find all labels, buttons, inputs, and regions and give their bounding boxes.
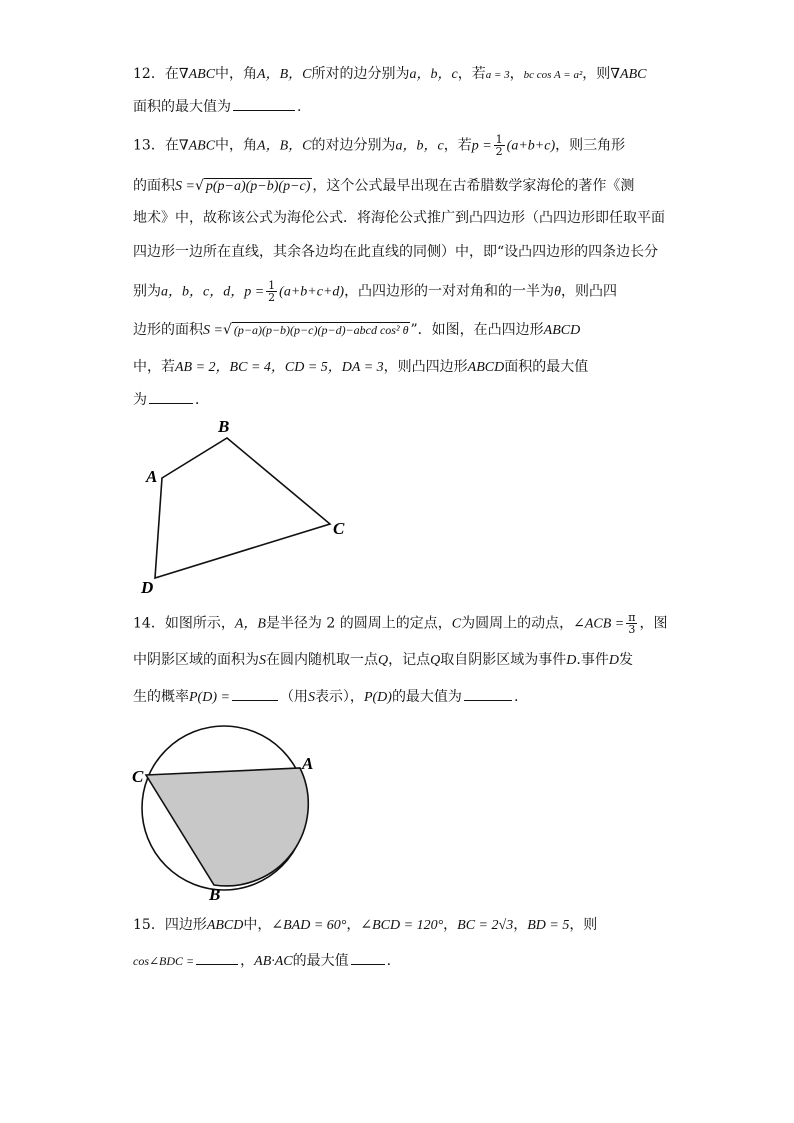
q13-text: 面积的最大值 — [504, 359, 589, 375]
q13-formula: (a+b+c) — [506, 138, 556, 154]
q13-formula: S = — [203, 323, 223, 338]
q14-text: 表示）， — [314, 689, 364, 705]
answer-blank[interactable] — [464, 686, 512, 701]
q13-formula: p = — [244, 284, 265, 300]
q12-vars: a，b，c — [409, 67, 458, 82]
fraction-denominator: 2 — [495, 145, 503, 158]
q13-quad: ABCD — [543, 323, 581, 338]
q13-triangle: ∇ABC — [178, 138, 216, 154]
q13-text: ”．如图，在凸四边形 — [410, 322, 544, 338]
q14-line-3 — [133, 686, 518, 708]
q13-quad: ABCD — [467, 360, 505, 375]
q13-vars: a，b，c，d， — [161, 284, 245, 300]
q13-text: 四边形一边所在直线，其余各边均在此直线的同侧）中，即“设凸四边形的四条边长分 — [133, 244, 659, 260]
q14-text: 的最大值为 — [391, 689, 462, 705]
q13-line-4 — [133, 242, 658, 262]
q14-text: 是半径为 2 的圆周上的定点， — [265, 615, 452, 632]
q13-formula: p = — [471, 138, 492, 154]
vertex-label-a: A — [302, 754, 314, 773]
q13-line-2 — [133, 176, 634, 197]
q14-text: .事件 — [576, 652, 609, 668]
sqrt-sign: √ — [194, 178, 204, 194]
q12-text: 12．在 — [133, 66, 179, 82]
q15-text: ， — [513, 917, 528, 933]
quadrilateral-figure — [130, 410, 370, 610]
q13-line-7 — [133, 357, 588, 378]
q14-line-1 — [133, 612, 667, 635]
q13-text: 的面积 — [133, 178, 175, 194]
circle-figure — [128, 722, 328, 907]
q15-condition: BD = 5 — [527, 918, 570, 933]
answer-blank[interactable] — [149, 389, 193, 404]
q15-text: . — [386, 953, 392, 969]
q13-formula: S = — [175, 179, 195, 194]
q12-text: 中，角 — [215, 66, 258, 82]
q14-vars: S — [307, 690, 315, 705]
sqrt-sign: √ — [222, 322, 232, 338]
q13-text: 别为 — [133, 283, 161, 300]
q15-formula: cos∠BDC = — [133, 954, 195, 968]
q13-text: 中，若 — [133, 359, 175, 375]
q12-text: ， — [509, 66, 524, 82]
q14-formula: P(D) = — [189, 690, 230, 705]
vertex-label-b: B — [209, 885, 221, 904]
q13-vars: A，B，C — [257, 138, 312, 154]
answer-blank[interactable] — [196, 950, 238, 965]
fraction-numerator: π — [628, 611, 636, 624]
answer-blank[interactable] — [233, 96, 295, 111]
q15-text: ， — [240, 953, 255, 969]
q15-condition: ∠BAD = 60° — [271, 918, 347, 933]
vertex-label-c: C — [132, 767, 144, 786]
fraction-numerator: 1 — [495, 133, 503, 146]
q14-text: 生的概率 — [133, 689, 189, 705]
q12-text: ，则 — [582, 66, 611, 82]
q12-text: 所对的边分别为 — [311, 66, 410, 82]
answer-blank[interactable] — [232, 686, 278, 701]
q14-text: 取自阴影区域为事件 — [440, 652, 567, 668]
vertex-label-b: B — [218, 417, 230, 436]
fraction-denominator: 2 — [268, 291, 276, 304]
q14-angle: ∠ACB = — [573, 616, 625, 632]
q13-formula: (a+b+c+d) — [279, 284, 345, 300]
q13-text: 中，角 — [215, 137, 258, 154]
q13-line-3 — [133, 208, 665, 228]
fraction-denominator: 3 — [628, 623, 636, 636]
q14-formula: P(D) — [363, 690, 392, 705]
q14-vars: S — [259, 653, 266, 668]
q12-text: ，若 — [457, 66, 486, 82]
q12-condition: bc cos A = a² — [523, 69, 583, 81]
q14-text: 发 — [618, 652, 633, 668]
q14-vars: D — [608, 653, 619, 668]
q13-text: ，凸四边形的一对对角和的一半为 — [344, 283, 555, 300]
q15-vector-product: AB·AC — [254, 954, 293, 969]
fraction — [626, 612, 637, 635]
q13-line-8 — [133, 389, 209, 410]
q13-theta: θ — [554, 284, 561, 300]
q14-line-2 — [133, 650, 633, 671]
q12-triangle: ∇ABC — [178, 67, 216, 82]
q14-text: 为圆周上的动点， — [461, 615, 574, 632]
q15-text: 中， — [243, 917, 272, 933]
q13-vars: a，b，c — [395, 138, 444, 154]
q15-quad: ABCD — [206, 918, 244, 933]
answer-blank[interactable] — [351, 950, 385, 965]
q14-vars: D — [566, 653, 577, 668]
q15-line-1 — [133, 915, 597, 936]
q13-text: 13．在 — [133, 137, 179, 154]
q13-conditions: AB = 2，BC = 4，CD = 5，DA = 3 — [175, 360, 384, 375]
fraction — [266, 280, 277, 303]
q14-text: （用 — [279, 689, 308, 705]
q14-text: ，记点 — [388, 652, 431, 668]
fraction-numerator: 1 — [268, 279, 276, 292]
q14-text: 中阴影区域的面积为 — [133, 652, 259, 668]
q15-text: ， — [443, 917, 458, 933]
q13-text: 边形的面积 — [133, 322, 203, 338]
q13-line-6 — [133, 320, 580, 341]
q15-text: 15．四边形 — [133, 917, 207, 933]
q14-vars: Q — [378, 653, 389, 668]
q13-text: ，则凸四 — [560, 283, 617, 300]
q15-text: ， — [346, 917, 361, 933]
q15-text: 的最大值 — [292, 953, 349, 969]
q12-line-2 — [133, 96, 301, 117]
fraction — [494, 134, 505, 157]
q12-text: 面积的最大值为 — [133, 99, 231, 115]
q13-text: ，则凸四边形 — [383, 359, 468, 375]
q14-vars: Q — [430, 653, 441, 668]
q13-text: 为 — [133, 392, 147, 408]
q13-line-5 — [133, 280, 617, 303]
vertex-label-c: C — [333, 519, 345, 538]
q14-text: . — [513, 689, 519, 705]
q14-text: 14．如图所示， — [133, 615, 235, 632]
q12-line-1 — [133, 64, 646, 85]
q15-condition: BC = 2√3 — [457, 918, 514, 933]
q13-text: ，这个公式最早出现在古希腊数学家海伦的著作《测 — [312, 178, 635, 194]
q14-vars: C — [451, 616, 462, 632]
q15-text: ，则 — [569, 917, 598, 933]
vertex-label-a: A — [146, 467, 158, 486]
q13-text: ，则三角形 — [555, 137, 626, 154]
q15-condition: ∠BCD = 120° — [360, 918, 444, 933]
q13-sqrt-body: p(p−a)(p−b)(p−c) — [205, 179, 311, 194]
q12-vars: A，B，C — [257, 67, 312, 82]
vertex-label-d: D — [141, 578, 154, 597]
q12-condition: a = 3 — [485, 69, 510, 81]
q15-line-2 — [133, 950, 391, 972]
q14-text: 在圆内随机取一点 — [266, 652, 378, 668]
q13-line-1 — [133, 134, 625, 157]
q12-text: . — [297, 99, 302, 115]
q13-text: ，若 — [443, 137, 472, 154]
q14-vars: A，B — [234, 616, 266, 632]
quadrilateral-outline — [155, 438, 330, 578]
q14-text: ，图 — [639, 615, 668, 632]
q13-text: 地术》中，故称该公式为海伦公式．将海伦公式推广到凸四边形（凸四边形即任取平面 — [133, 210, 665, 226]
q13-sqrt-body: (p−a)(p−b)(p−c)(p−d)−abcd cos² θ — [233, 323, 409, 337]
q13-text: ． — [195, 392, 209, 408]
q13-text: 的对边分别为 — [311, 137, 396, 154]
q12-triangle: ∇ABC — [610, 67, 647, 82]
